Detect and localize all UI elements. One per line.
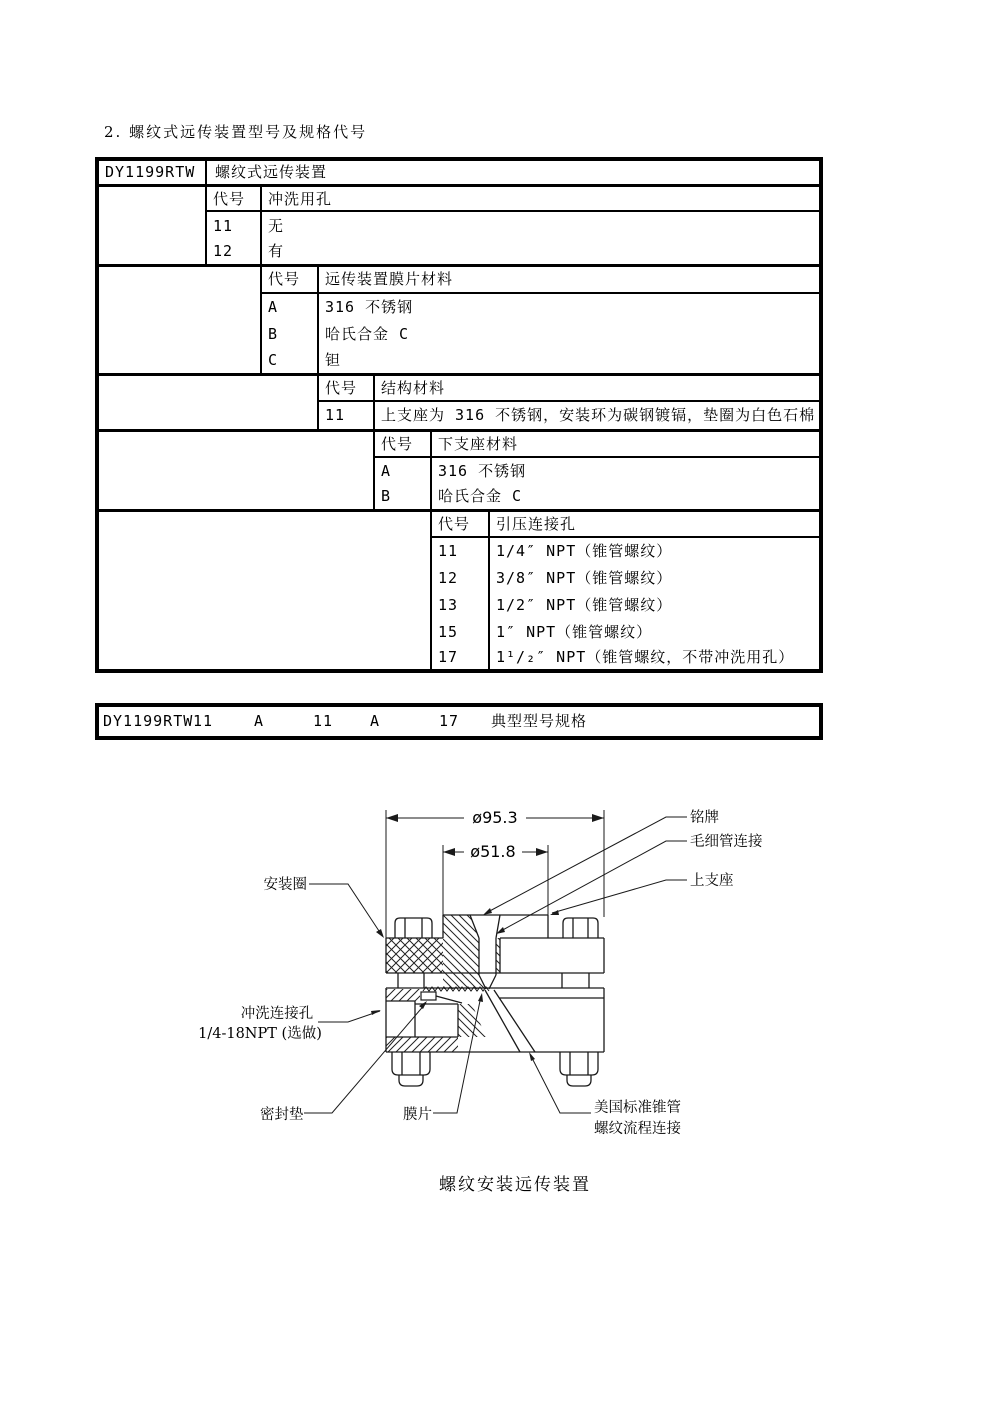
label-upper-support: 上支座 [690,873,734,889]
table-header-code: 代号 [381,435,414,453]
table-cell-label: 钽 [325,351,342,369]
col-line [488,509,490,669]
table-cell-label: 1″ NPT（锥管螺纹） [496,623,653,641]
typical-model-label: 典型型号规格 [491,712,588,730]
divider [99,373,819,376]
table-cell-label: 有 [268,242,285,260]
bottom-left-bolt [392,1052,430,1086]
table-cell-label: 1/2″ NPT（锥管螺纹） [496,596,673,614]
table-cell-code: 13 [438,596,459,614]
table-cell-code: 11 [213,217,234,235]
table-header-code: 代号 [268,270,301,288]
col-line [373,373,375,509]
table-header-code: 代号 [438,515,471,533]
table-cell-code: 17 [438,648,459,666]
inner-diameter-dim: ø51.8 [470,842,516,861]
table-header-label: 下支座材料 [438,435,519,453]
model-desc: 螺纹式远传装置 [215,163,328,181]
table-cell-code: A [381,462,392,480]
table-cell-code: 12 [438,569,459,587]
table-cell-label: 316 不锈钢 [325,298,414,316]
table-cell-label: 哈氏合金 C [325,325,410,343]
flush-right-hatch [458,1004,486,1037]
table-cell-label: 1¹/₂″ NPT（锥管螺纹，不带冲洗用孔） [496,648,795,666]
label-process-conn-2: 螺纹流程连接 [594,1121,681,1137]
divider [99,184,819,187]
table-header-code: 代号 [325,379,358,397]
bottom-right-bolt [560,1052,598,1086]
typical-model-table [95,703,823,740]
label-process-conn-1: 美国标准锥管 [594,1100,681,1116]
flush-bottom-hatch [386,1037,458,1052]
top-left-bolt [395,918,432,938]
table-header-label: 结构材料 [381,379,446,397]
figure-caption: 螺纹安装远传装置 [439,1175,591,1195]
col-line [317,264,319,429]
table-cell-label: 1/4″ NPT（锥管螺纹） [496,542,673,560]
table-cell-label: 无 [268,217,285,235]
table-header-label: 引压连接孔 [496,515,577,533]
outer-diameter-dim: ø95.3 [472,808,518,827]
col-line [260,184,262,373]
flush-top-hatch [386,989,420,1001]
table-cell-label: 316 不锈钢 [438,462,527,480]
table-cell-code: 11 [325,406,346,424]
table-cell-label: 哈氏合金 C [438,487,523,505]
mounting-ring-hatch [386,938,443,973]
col-line [430,429,432,669]
table-header-code: 代号 [213,190,246,208]
top-right-bolt [563,918,598,938]
divider [99,264,819,267]
typical-code-1: 11 [193,712,214,730]
typical-code-4: A [370,712,381,730]
label-flush-hole-1: 冲洗连接孔 [240,1006,314,1022]
table-cell-label: 上支座为 316 不锈钢，安装环为碳钢镀镉，垫圈为白色石棉 [381,406,816,424]
table-cell-code: 12 [213,242,234,260]
table-cell-code: B [268,325,279,343]
col-line [205,161,207,264]
model-code: DY1199RTW [105,163,196,181]
model-spec-table [95,157,823,673]
label-mounting-ring: 安装圈 [263,877,307,893]
table-cell-code: A [268,298,279,316]
table-cell-code: C [268,351,279,369]
typical-code-3: 11 [313,712,334,730]
label-nameplate: 铭牌 [690,810,719,826]
table-cell-code: 15 [438,623,459,641]
section-heading: 2. 螺纹式远传装置型号及规格代号 [104,123,368,141]
label-flush-hole-2: 1/4-18NPT (选做) [198,1026,322,1042]
device-body [386,915,604,1052]
table-cell-code: B [381,487,392,505]
label-diaphragm: 膜片 [403,1107,432,1123]
table-header-label: 冲洗用孔 [268,190,333,208]
technical-drawing [190,795,790,1200]
table-cell-label: 3/8″ NPT（锥管螺纹） [496,569,673,587]
label-gasket: 密封垫 [260,1107,304,1123]
typical-code-5: 17 [439,712,460,730]
gasket-block [421,992,436,1000]
table-cell-code: 11 [438,542,459,560]
dimension-lines [386,810,604,938]
table-header-label: 远传装置膜片材料 [325,270,454,288]
typical-code-2: A [254,712,265,730]
label-capillary: 毛细管连接 [690,834,763,850]
typical-model-code: DY1199RTW [103,712,194,730]
